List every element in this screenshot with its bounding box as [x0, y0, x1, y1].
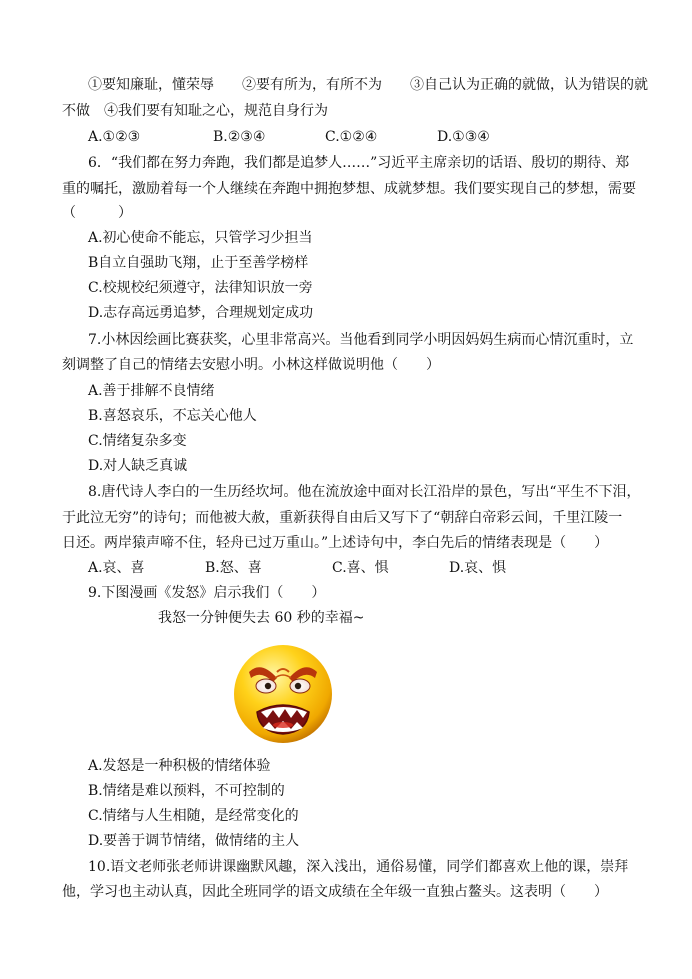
q9-cartoon-caption: 我怒一分钟便失去 60 秒的幸福~ [158, 610, 365, 626]
q5-statements-line2: 不做 ④我们要有知耻之心，规范自身行为 [62, 103, 328, 119]
q8-option-b[interactable]: B.怒、喜 [205, 560, 262, 576]
q10-stem-line2: 他，学习也主动认真，因此全班同学的语文成绩在全年级一直独占鳌头。这表明（ ） [62, 884, 608, 900]
q6-option-c[interactable]: C.校规校纪须遵守，法律知识放一旁 [88, 280, 313, 296]
q8-stem-line2: 于此泣无穷”的诗句；而他被大赦，重新获得自由后又写下了“朝辞白帝彩云间，千里江陵一 [62, 510, 623, 526]
q8-option-a[interactable]: A.哀、喜 [88, 560, 145, 576]
angry-face-icon [231, 642, 335, 746]
q5-option-a[interactable]: A.①②③ [88, 129, 141, 145]
q6-stem-line1: 6．“我们都在努力奔跑，我们都是追梦人……”习近平主席亲切的话语、殷切的期待、郑 [88, 155, 630, 171]
q6-stem-line3: （ ） [62, 205, 132, 221]
q6-option-d[interactable]: D.志存高远勇追梦，合理规划定成功 [88, 305, 314, 321]
q8-option-c[interactable]: C.喜、惧 [332, 560, 389, 576]
q8-stem-line1: 8.唐代诗人李白的一生历经坎坷。他在流放途中面对长江沿岸的景色，写出“平生不下泪， [88, 484, 641, 500]
q7-option-b[interactable]: B.喜怒哀乐，不忘关心他人 [88, 408, 257, 424]
q9-option-a[interactable]: A.发怒是一种积极的情绪体验 [88, 758, 271, 774]
q5-statements-line1: ①要知廉耻，懂荣辱 ②要有所为，有所不为 ③自己认为正确的就做，认为错误的就 [88, 77, 648, 93]
q9-stem: 9.下图漫画《发怒》启示我们（ ） [88, 585, 326, 601]
q9-option-d[interactable]: D.要善于调节情绪，做情绪的主人 [88, 833, 300, 849]
q7-option-a[interactable]: A.善于排解不良情绪 [88, 383, 215, 399]
q6-option-a[interactable]: A.初心使命不能忘，只管学习少担当 [88, 230, 313, 246]
q7-stem-line2: 刻调整了自己的情绪去安慰小明。小林这样做说明他（ ） [62, 357, 440, 373]
q5-option-d[interactable]: D.①③④ [437, 129, 490, 145]
q7-option-c[interactable]: C.情绪复杂多变 [88, 433, 187, 449]
q8-stem-line3: 日还。两岸猿声啼不住，轻舟已过万重山。”上述诗句中，李白先后的情绪表现是（ ） [62, 535, 609, 551]
q5-options [88, 127, 490, 147]
q9-option-c[interactable]: C.情绪与人生相随，是经常变化的 [88, 808, 299, 824]
q8-options [88, 558, 506, 578]
q7-stem-line1: 7.小林因绘画比赛获奖，心里非常高兴。当他看到同学小明因妈妈生病而心情沉重时，立 [88, 332, 634, 348]
q7-option-d[interactable]: D.对人缺乏真诚 [88, 458, 188, 474]
q10-stem-line1: 10.语文老师张老师讲课幽默风趣，深入浅出，通俗易懂，同学们都喜欢上他的课，崇拜 [88, 859, 629, 875]
q6-option-b[interactable]: B自立自强助飞翔，止于至善学榜样 [88, 255, 309, 271]
q5-option-b[interactable]: B.②③④ [213, 129, 266, 145]
q9-option-b[interactable]: B.情绪是难以预料，不可控制的 [88, 783, 285, 799]
q8-option-d[interactable]: D.哀、惧 [449, 560, 507, 576]
q5-option-c[interactable]: C.①②④ [325, 129, 378, 145]
q6-stem-line2: 重的嘱托，激励着每一个人继续在奔跑中拥抱梦想、成就梦想。我们要实现自己的梦想，需要 [62, 181, 636, 197]
